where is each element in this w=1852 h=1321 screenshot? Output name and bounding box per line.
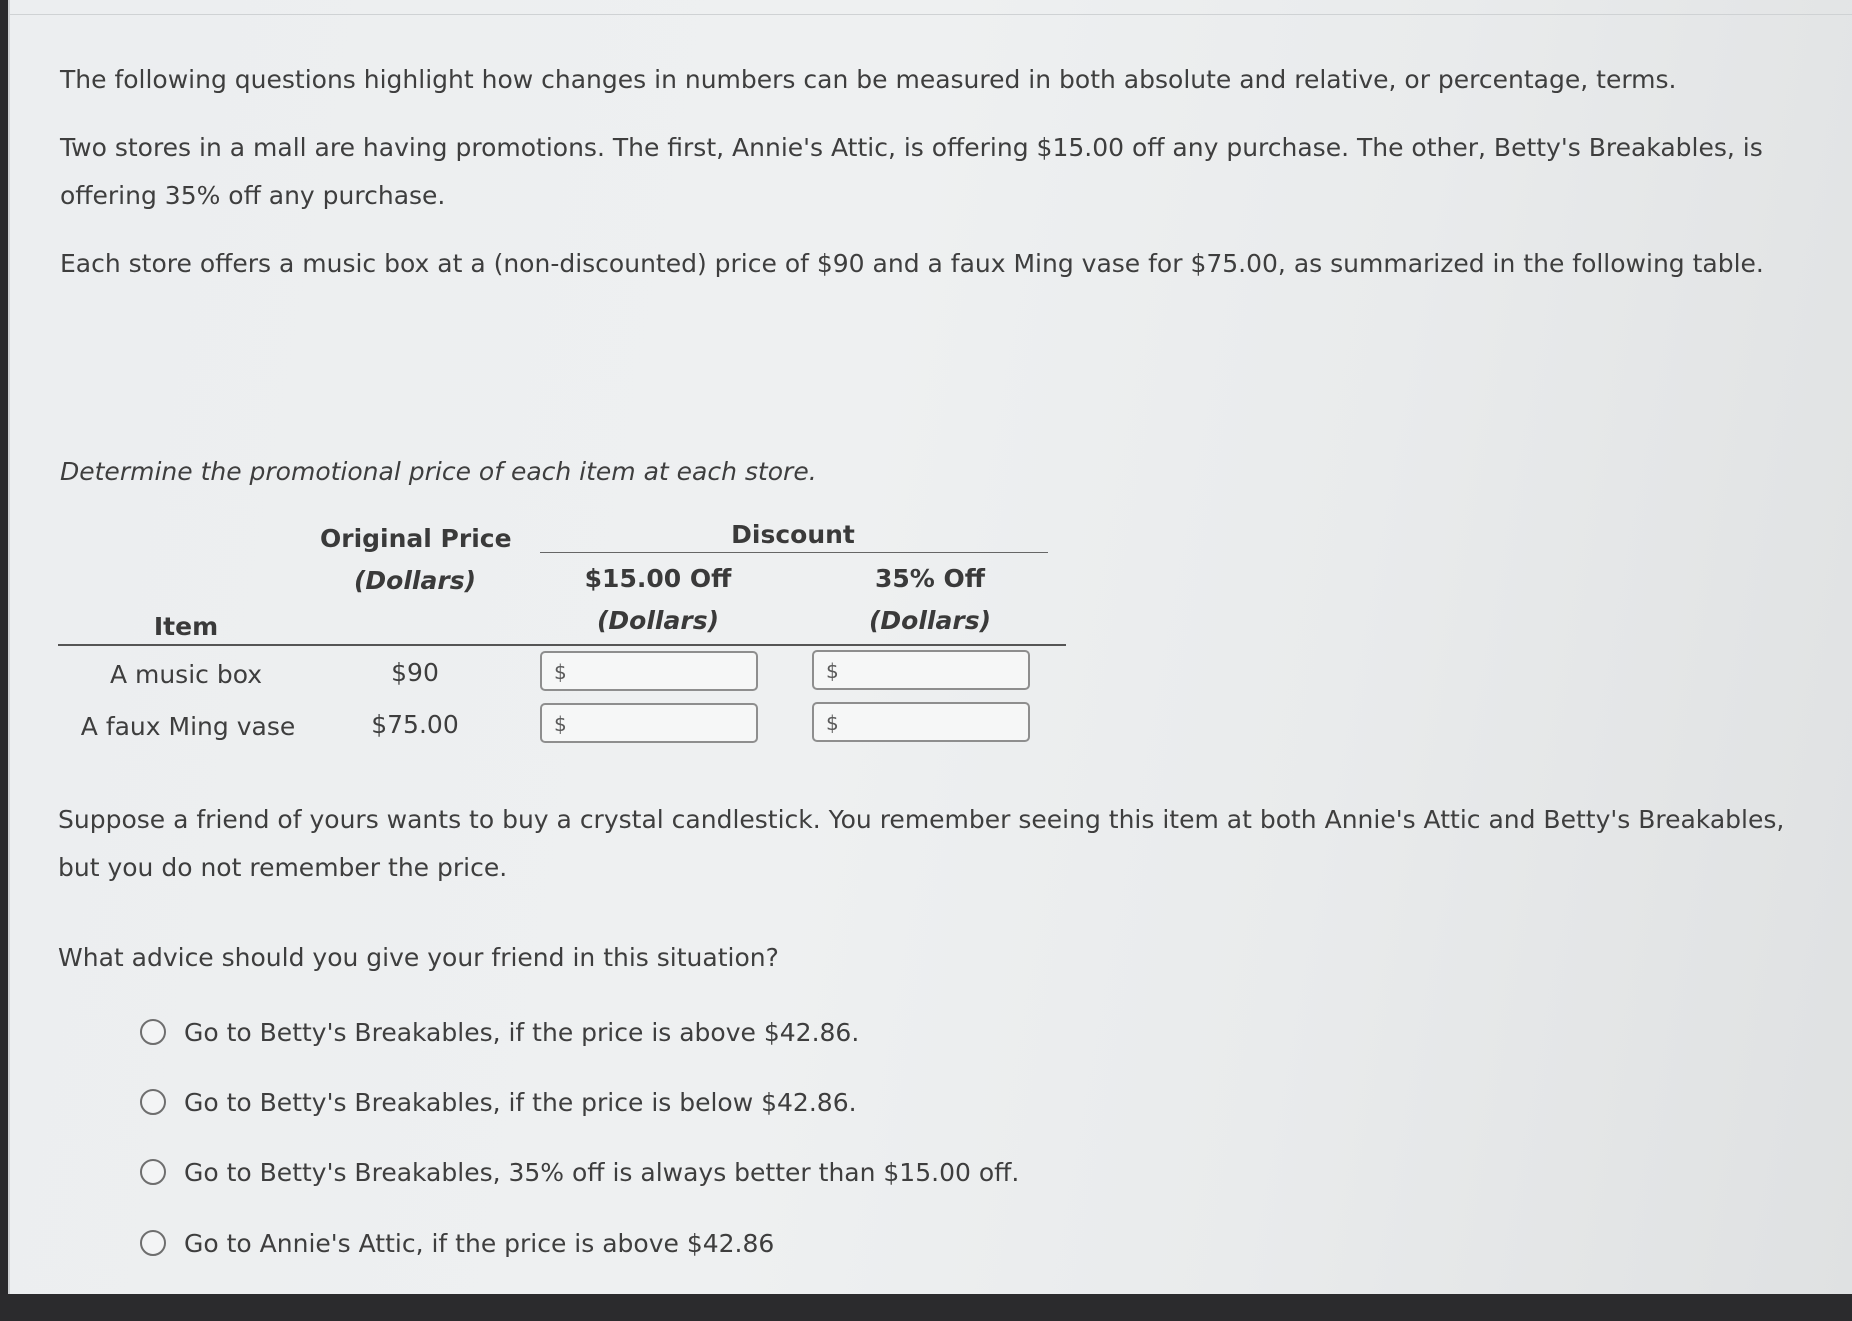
question-text: What advice should you give your friend in this situation? <box>58 943 779 972</box>
intro-paragraph-1: The following questions highlight how changes in numbers can be measured in both absolute and relative, or percentage, terms. <box>60 65 1677 94</box>
option-4[interactable] <box>140 1223 774 1263</box>
radio-button[interactable] <box>140 1089 166 1115</box>
top-divider <box>8 14 1852 15</box>
monitor-bezel <box>0 1294 1852 1321</box>
left-divider <box>8 0 10 1294</box>
radio-button[interactable] <box>140 1230 166 1256</box>
row-2-35-off-input[interactable] <box>812 702 1030 742</box>
option-2[interactable] <box>140 1082 857 1122</box>
dollar-sign: $ <box>554 660 567 684</box>
header-discount: Discount <box>731 520 855 549</box>
header-item: Item <box>153 612 219 641</box>
discount-underline <box>540 552 1048 553</box>
intro-paragraph-3: Each store offers a music box at a (non-discounted) price of $90 and a faux Ming vase for $75.00, as summarized in the following table. <box>60 249 1764 278</box>
option-1[interactable] <box>140 1012 859 1052</box>
dollar-sign: $ <box>826 711 839 735</box>
row-1-35-off-input[interactable] <box>812 650 1030 690</box>
header-15-off: $15.00 Off <box>584 564 732 593</box>
option-3[interactable] <box>140 1152 1019 1192</box>
question-page <box>8 0 1852 1294</box>
row-2-item: A faux Ming vase <box>80 712 296 741</box>
header-35-off: 35% Off <box>874 564 986 593</box>
task-instruction: Determine the promotional price of each item at each store. <box>60 457 817 486</box>
intro-paragraph-2: Two stores in a mall are having promotions. The first, Annie's Attic, is offering $15.00 off any purchase. The other, Betty's Breakables, is offering 35% off any purchase. <box>60 133 1763 210</box>
row-2-price: $75.00 <box>371 710 459 739</box>
option-label: Go to Betty's Breakables, if the price is below $42.86. <box>184 1087 857 1117</box>
option-label: Go to Betty's Breakables, if the price is above $42.86. <box>184 1017 860 1047</box>
header-35-off-unit: (Dollars) <box>869 606 991 635</box>
row-1-item: A music box <box>109 660 263 689</box>
scenario-text: Suppose a friend of yours wants to buy a crystal candlestick. You remember seeing this item at both Annie's Attic and Betty's Breakables, but you do not remember the price. <box>58 805 1785 882</box>
radio-button[interactable] <box>140 1019 166 1045</box>
header-original-price-unit: (Dollars) <box>354 566 476 595</box>
row-2-15-off-input[interactable] <box>540 703 758 743</box>
radio-button[interactable] <box>140 1159 166 1185</box>
header-original-price: Original Price <box>320 524 512 553</box>
row-1-price: $90 <box>391 658 439 687</box>
row-1-15-off-input[interactable] <box>540 651 758 691</box>
option-label: Go to Annie's Attic, if the price is above $42.86 <box>184 1228 775 1258</box>
dollar-sign: $ <box>554 712 567 736</box>
header-15-off-unit: (Dollars) <box>597 606 719 635</box>
option-label: Go to Betty's Breakables, 35% off is always better than $15.00 off. <box>184 1157 1020 1187</box>
dollar-sign: $ <box>826 659 839 683</box>
header-underline <box>58 644 1066 646</box>
